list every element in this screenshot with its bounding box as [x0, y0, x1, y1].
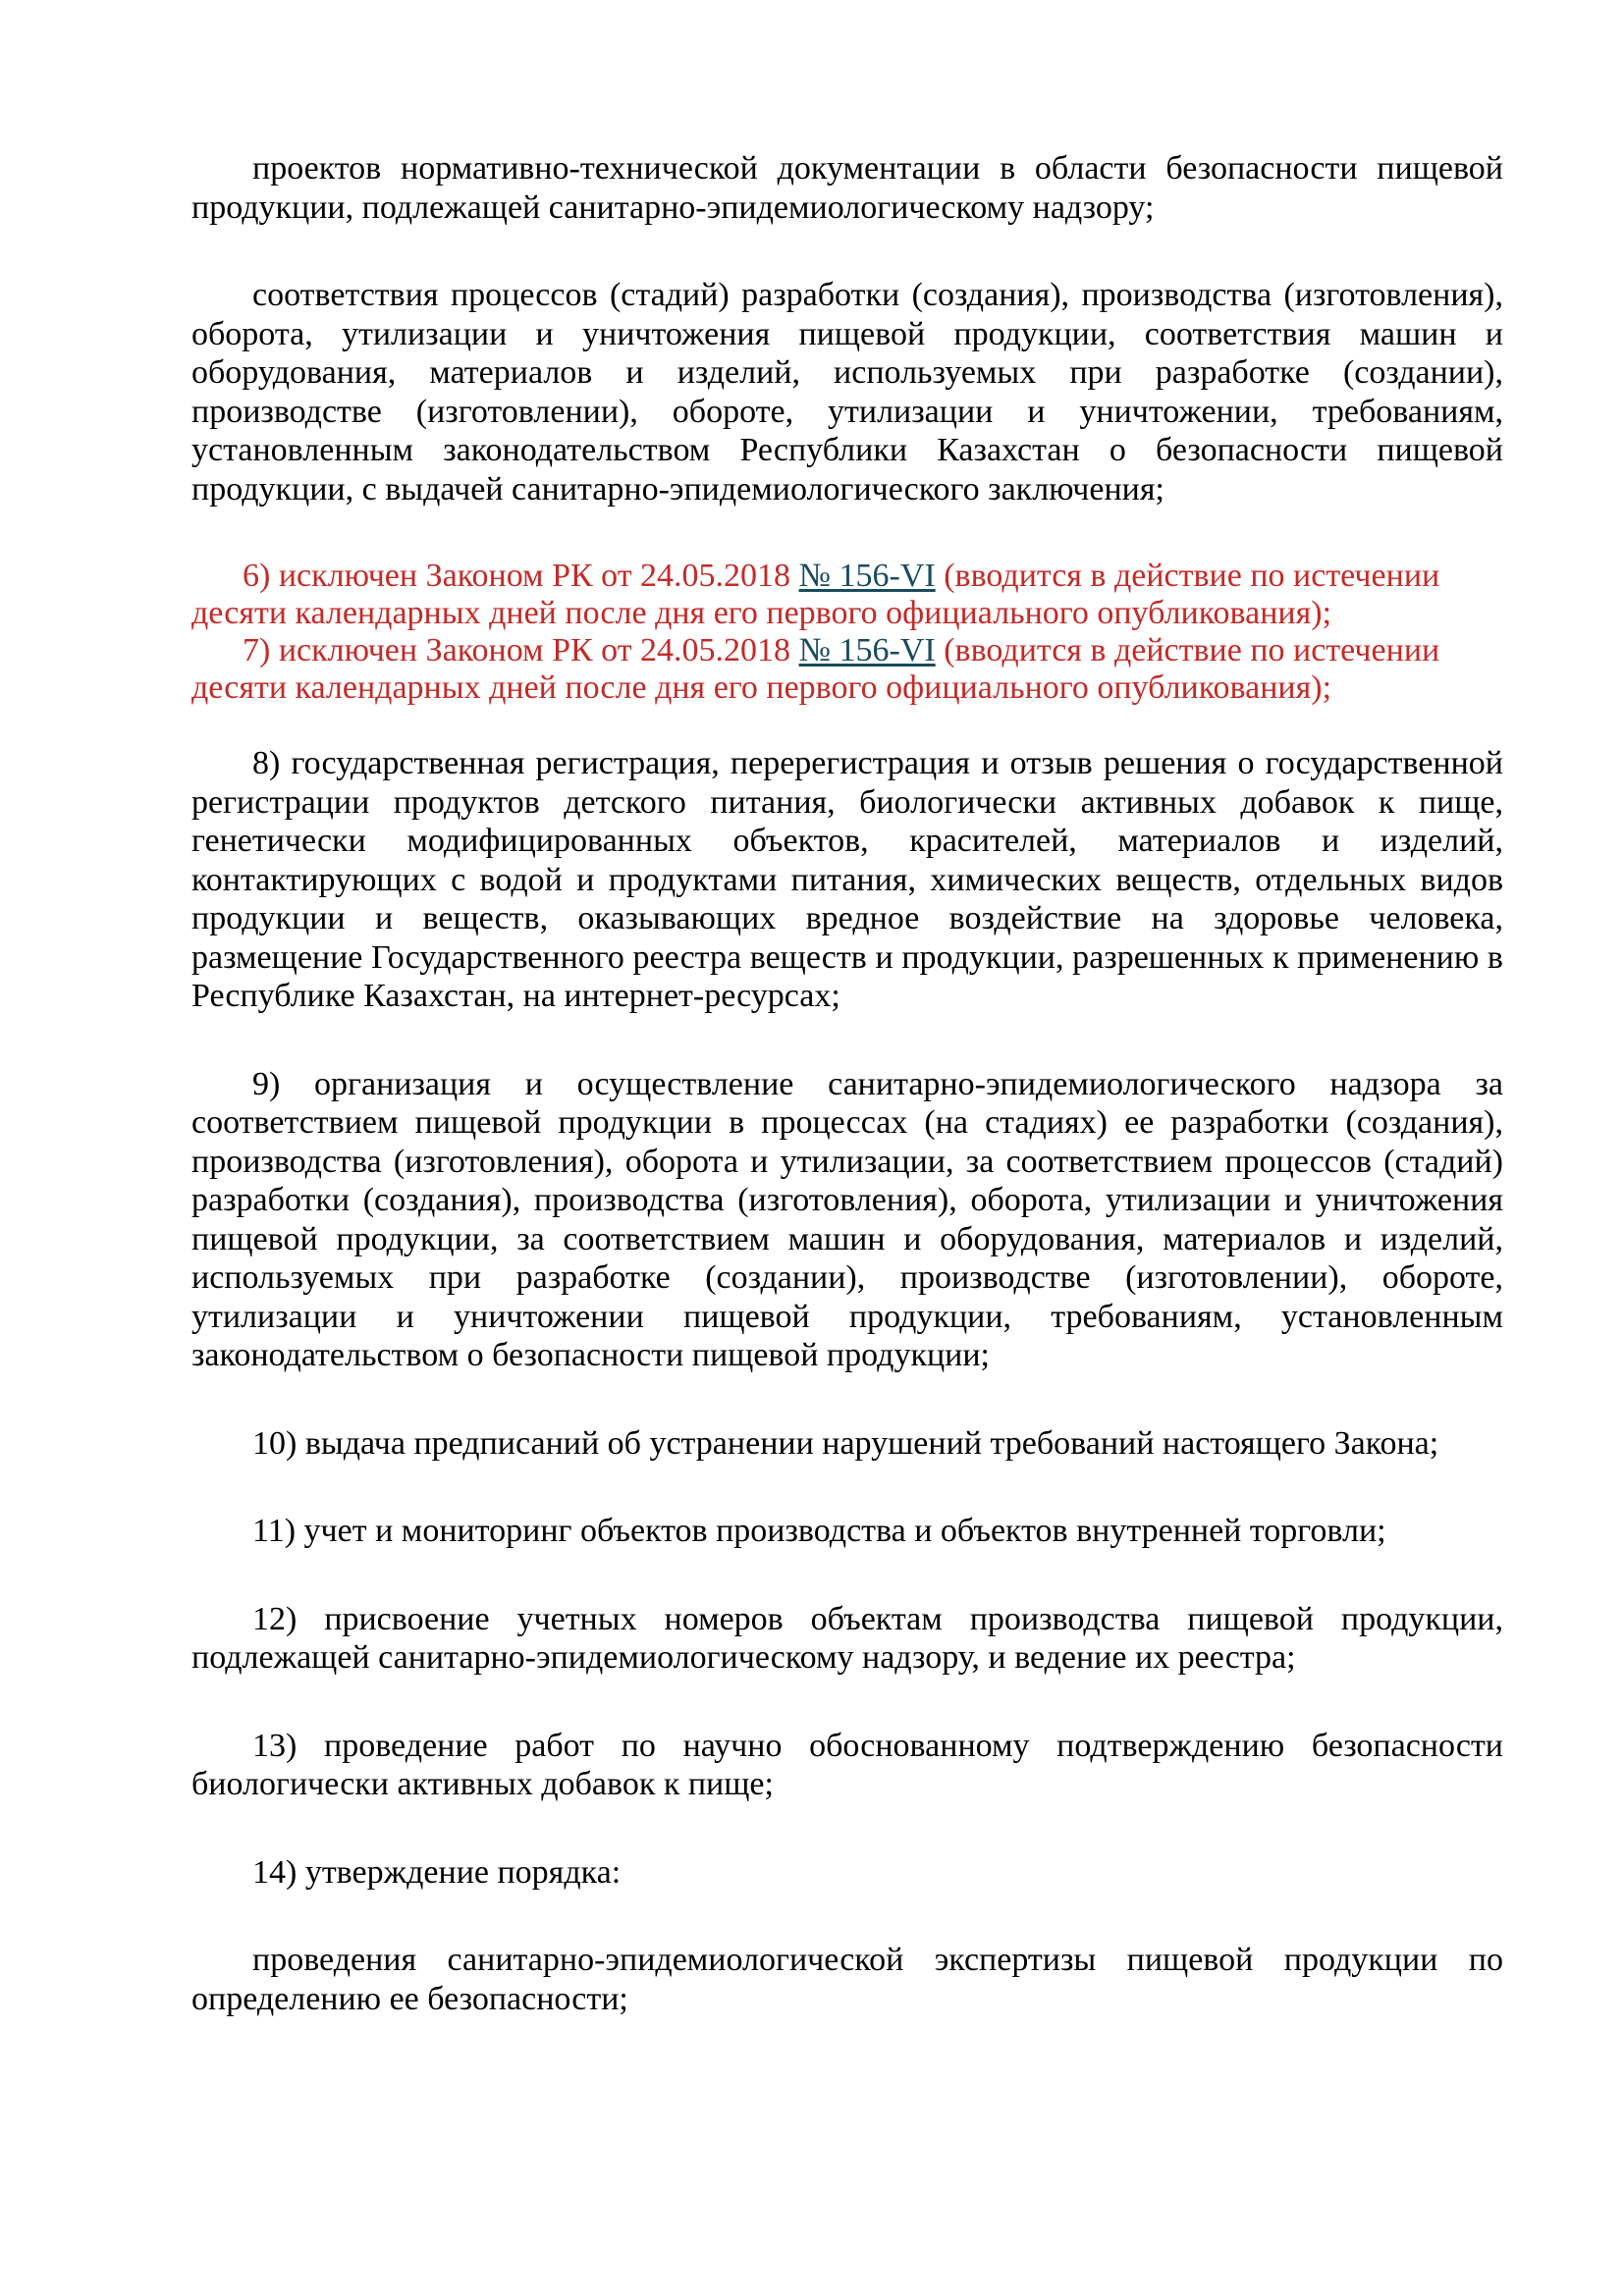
excluded-item-6 — [191, 558, 1503, 632]
paragraph-item-8: 8) государственная регистрация, перерегистрация и отзыв решения о государственной регистрации продуктов детского питания, биологически активных добавок к пище, генетически модифицированных объектов, красителей, материалов и изделий, контактирующих с водой и продуктами питания, химических веществ, отдельных видов продукции и веществ, оказывающих вредное воздействие на здоровье человека, размещение Государственного реестра веществ и продукции, разрешенных к применению в Республике Казахстан, на интернет-ресурсах; — [191, 745, 1503, 1014]
law-link-156-vi[interactable]: № 156-VI — [798, 632, 936, 668]
paragraph-item-11: 11) учет и мониторинг объектов производства и объектов внутренней торговли; — [252, 1513, 1386, 1549]
paragraph-item-12: 12) присвоение учетных номеров объектам производства пищевой продукции, подлежащей санитарно-эпидемиологическому надзору, и ведение их реестра; — [191, 1600, 1503, 1676]
excluded-item-6-prefix: 6) исключен Законом РК от 24.05.2018 — [243, 558, 799, 594]
excluded-item-7 — [191, 632, 1503, 707]
paragraph-approval-procedure: проведения санитарно-эпидемиологической экспертизы пищевой продукции по определению ее безопасности; — [191, 1942, 1503, 2017]
law-link-156-vi[interactable]: № 156-VI — [798, 558, 936, 594]
paragraph-intro-projects: проектов нормативно-технической документации в области безопасности пищевой продукции, подлежащей санитарно-эпидемиологическому надзору; — [191, 150, 1503, 226]
excluded-item-7-prefix: 7) исключен Законом РК от 24.05.2018 — [243, 632, 799, 668]
excluded-items-block — [191, 558, 1503, 707]
paragraph-item-14: 14) утверждение порядка: — [252, 1853, 622, 1891]
excluded-item-7-suffix: (вводится в действие по истечении десяти календарных дней после дня его первого официального опубликования); — [191, 632, 1440, 706]
paragraph-item-13: 13) проведение работ по научно обоснованному подтверждению безопасности биологически активных добавок к пище; — [191, 1727, 1503, 1802]
paragraph-conformity: соответствия процессов (стадий) разработки (создания), производства (изготовления), оборота, утилизации и уничтожения пищевой продукции, соответствия машин и оборудования, материалов и изделий, используемых при разработке (создании), производстве (изготовлении), обороте, утилизации и уничтожении, требованиям, установленным законодательством Республики Казахстан о безопасности пищевой продукции, с выдачей санитарно-эпидемиологического заключения; — [191, 277, 1503, 507]
excluded-item-6-suffix: (вводится в действие по истечении десяти календарных дней после дня его первого официального опубликования); — [191, 558, 1440, 631]
document-body — [191, 149, 1503, 2067]
paragraph-item-9: 9) организация и осуществление санитарно-эпидемиологического надзора за соответствием пищевой продукции в процессах (на стадиях) ее разработки (создания), производства (изготовления), оборота и утилизации, за соответствием процессов (стадий) разработки (создания), производства (изготовления), оборота, утилизации и уничтожения пищевой продукции, за соответствием машин и оборудования, материалов и изделий, используемых при разработке (создании), производстве (изготовлении), обороте, утилизации и уничтожении пищевой продукции, требованиям, установленным законодательством о безопасности пищевой продукции; — [191, 1065, 1503, 1373]
paragraph-item-10: 10) выдача предписаний об устранении нарушений требований настоящего Закона; — [252, 1424, 1439, 1462]
